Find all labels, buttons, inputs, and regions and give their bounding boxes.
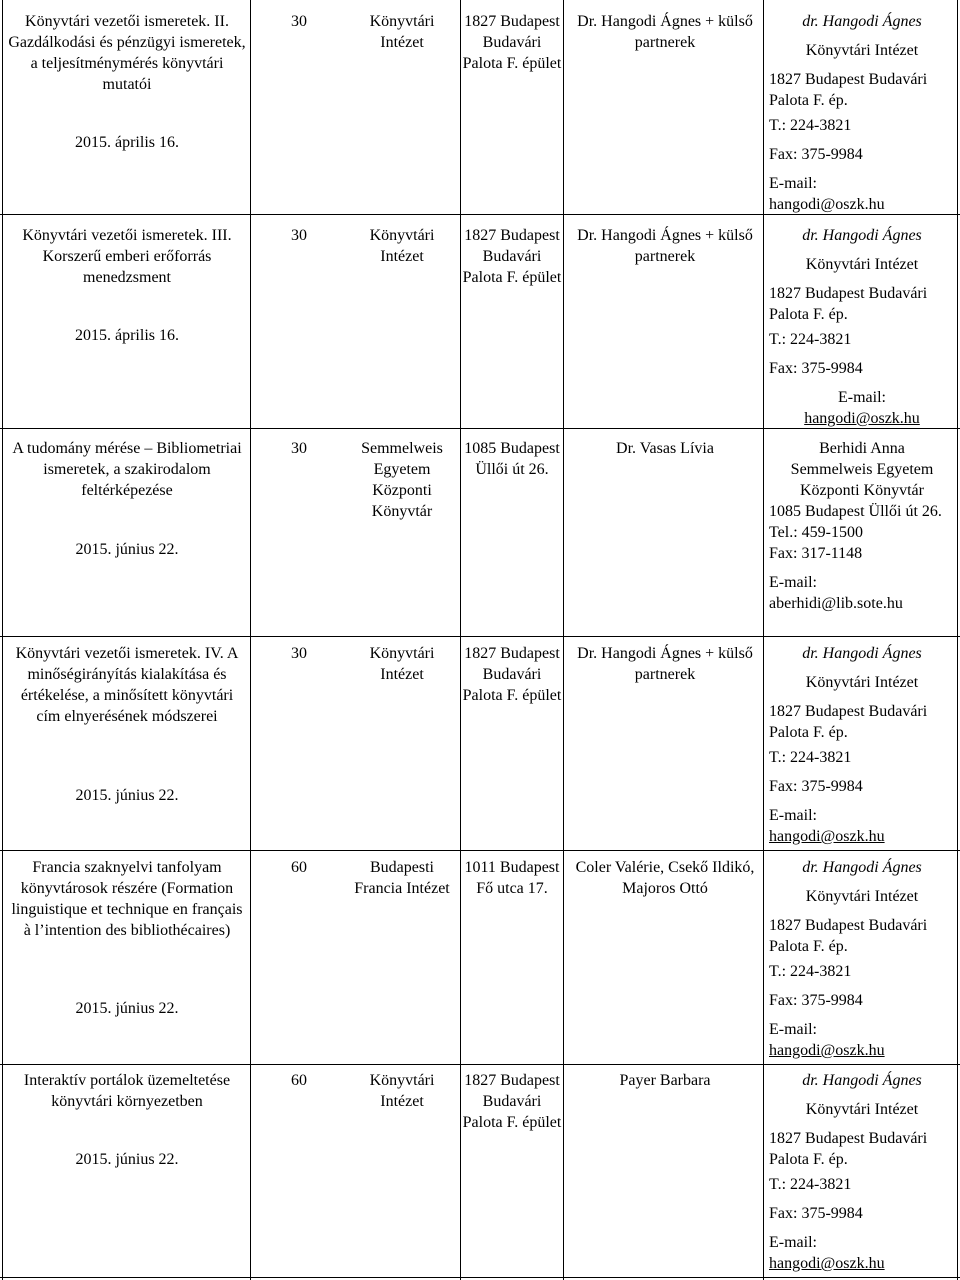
contact-name: dr. Hangodi Ágnes (802, 645, 922, 662)
contact-email[interactable]: aberhidi@lib.sote.hu (769, 595, 903, 612)
contact-email[interactable]: hangodi@oszk.hu (769, 828, 885, 845)
contact-phone: T.: 224-3821 (769, 1176, 852, 1193)
contact-org: Könyvtári Intézet (805, 1101, 919, 1118)
course-organizer: Semmelweis Egyetem Központi Könyvtár (361, 440, 443, 520)
course-address: 1827 Budapest Budavári Palota F. épület (462, 13, 562, 72)
row-divider (0, 1064, 960, 1065)
course-organizer: Könyvtári Intézet (369, 1072, 435, 1110)
contact-email-label: E-mail: (769, 574, 817, 591)
course-title: Interaktív portálok üzemeltetése könyvtári környezetben (23, 1072, 231, 1110)
column-divider (563, 0, 564, 1280)
contact-info (769, 643, 955, 847)
contact-address: 1827 Budapest Budavári Palota F. ép. (769, 917, 928, 955)
contact-address: 1827 Budapest Budavári Palota F. ép. (769, 71, 928, 109)
contact-phone: Tel.: 459-1500 (769, 524, 863, 541)
contact-phone: T.: 224-3821 (769, 117, 852, 134)
course-teacher: Dr. Hangodi Ágnes + külső partnerek (577, 13, 753, 51)
contact-email-label: E-mail: (769, 1234, 817, 1251)
column-divider (250, 0, 251, 1280)
contact-org: Könyvtári Intézet (805, 256, 919, 273)
course-hours: 30 (291, 13, 307, 30)
contact-org: Könyvtári Intézet (805, 674, 919, 691)
course-date: 2015. június 22. (75, 1000, 179, 1017)
course-date: 2015. április 16. (75, 327, 179, 344)
contact-fax: Fax: 317-1148 (769, 545, 863, 562)
course-teacher: Payer Barbara (619, 1072, 711, 1089)
course-title: Könyvtári vezetői ismeretek. II. Gazdálkodási és pénzügyi ismeretek, a teljesítménymérés könyvtári mutatói (8, 13, 246, 93)
row-divider (0, 636, 960, 637)
course-address: 1827 Budapest Budavári Palota F. épület (462, 227, 562, 286)
contact-info (769, 225, 955, 429)
contact-email[interactable]: hangodi@oszk.hu (769, 1042, 885, 1059)
course-address: 1085 Budapest Üllői út 26. (464, 440, 560, 478)
course-address: 1827 Budapest Budavári Palota F. épület (462, 1072, 562, 1131)
course-title: Francia szaknyelvi tanfolyam könyvtárosok részére (Formation linguistique et technique en français à l’intention des bibliothécaires) (11, 859, 243, 939)
contact-info (769, 438, 955, 614)
course-teacher: Coler Valérie, Csekő Ildikó, Majoros Ottó (575, 859, 755, 897)
course-teacher: Dr. Hangodi Ágnes + külső partnerek (577, 227, 753, 265)
contact-email[interactable]: hangodi@oszk.hu (804, 410, 920, 427)
course-hours: 30 (291, 440, 307, 457)
course-teacher: Dr. Hangodi Ágnes + külső partnerek (577, 645, 753, 683)
contact-address: 1827 Budapest Budavári Palota F. ép. (769, 703, 928, 741)
contact-info (769, 1070, 955, 1274)
contact-phone: T.: 224-3821 (769, 331, 852, 348)
course-title: A tudomány mérése – Bibliometriai ismeretek, a szakirodalom feltérképezése (12, 440, 242, 499)
column-divider (957, 0, 958, 1280)
contact-email-label: E-mail: (769, 1021, 817, 1038)
contact-name: dr. Hangodi Ágnes (802, 859, 922, 876)
contact-address: 1085 Budapest Üllői út 26. (769, 503, 942, 520)
contact-email-label: E-mail: (769, 175, 817, 192)
course-address: 1827 Budapest Budavári Palota F. épület (462, 645, 562, 704)
course-date: 2015. április 16. (75, 134, 179, 151)
column-divider (460, 0, 461, 1280)
contact-org: Könyvtári Intézet (805, 888, 919, 905)
contact-email[interactable]: hangodi@oszk.hu (769, 1255, 885, 1272)
contact-name: dr. Hangodi Ágnes (802, 227, 922, 244)
course-organizer: Könyvtári Intézet (369, 645, 435, 683)
contact-info (769, 857, 955, 1061)
contact-org: Könyvtári Intézet (805, 42, 919, 59)
contact-fax: Fax: 375-9984 (769, 146, 863, 163)
row-divider (0, 850, 960, 851)
contact-email[interactable]: hangodi@oszk.hu (769, 196, 885, 213)
contact-address: 1827 Budapest Budavári Palota F. ép. (769, 1130, 928, 1168)
course-date: 2015. június 22. (75, 787, 179, 804)
course-hours: 30 (291, 645, 307, 662)
course-hours: 60 (291, 1072, 307, 1089)
column-divider (763, 0, 764, 1280)
contact-email-label: E-mail: (838, 389, 886, 406)
course-organizer: Könyvtári Intézet (369, 13, 435, 51)
course-address: 1011 Budapest Fő utca 17. (464, 859, 560, 897)
course-title: Könyvtári vezetői ismeretek. III. Korszerű emberi erőforrás menedzsment (22, 227, 232, 286)
contact-name: dr. Hangodi Ágnes (802, 1072, 922, 1089)
row-divider (0, 1277, 960, 1278)
course-title: Könyvtári vezetői ismeretek. IV. A minőségirányítás kialakítása és értékelése, a minősített könyvtári cím elnyerésének módszerei (15, 645, 239, 725)
contact-phone: T.: 224-3821 (769, 749, 852, 766)
contact-org: Semmelweis Egyetem Központi Könyvtár (790, 461, 934, 499)
course-date: 2015. június 22. (75, 1151, 179, 1168)
column-divider (2, 0, 3, 1280)
course-organizer: Könyvtári Intézet (369, 227, 435, 265)
contact-address: 1827 Budapest Budavári Palota F. ép. (769, 285, 928, 323)
contact-name: Berhidi Anna (819, 440, 905, 457)
contact-fax: Fax: 375-9984 (769, 360, 863, 377)
course-organizer: Budapesti Francia Intézet (354, 859, 450, 897)
course-teacher: Dr. Vasas Lívia (616, 440, 714, 457)
contact-fax: Fax: 375-9984 (769, 1205, 863, 1222)
contact-fax: Fax: 375-9984 (769, 778, 863, 795)
contact-phone: T.: 224-3821 (769, 963, 852, 980)
contact-email-label: E-mail: (769, 807, 817, 824)
course-hours: 30 (291, 227, 307, 244)
contact-name: dr. Hangodi Ágnes (802, 13, 922, 30)
course-hours: 60 (291, 859, 307, 876)
contact-fax: Fax: 375-9984 (769, 992, 863, 1009)
course-date: 2015. június 22. (75, 541, 179, 558)
contact-info (769, 11, 955, 215)
